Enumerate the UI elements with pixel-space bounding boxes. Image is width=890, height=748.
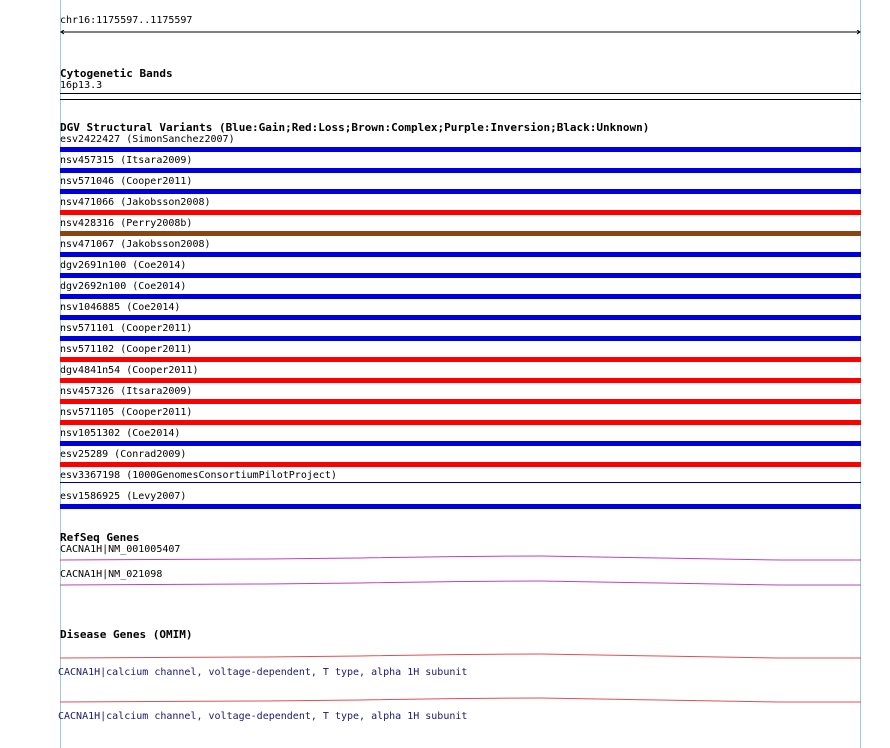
omim-gene-model[interactable] bbox=[60, 695, 861, 707]
dgv-variant-bar-gain[interactable] bbox=[60, 294, 861, 299]
dgv-variant-label[interactable]: nsv571105 (Cooper2011) bbox=[60, 407, 193, 418]
cytoband-bottom-border bbox=[60, 99, 861, 100]
dgv-variant-bar-gain[interactable] bbox=[60, 252, 861, 257]
dgv-variant-label[interactable]: esv2422427 (SimonSanchez2007) bbox=[60, 134, 235, 145]
dgv-variant-bar-complex[interactable] bbox=[60, 231, 861, 236]
dgv-variant-label[interactable]: nsv571046 (Cooper2011) bbox=[60, 176, 193, 187]
cytoband-track-title: Cytogenetic Bands bbox=[60, 67, 173, 80]
dgv-variant-bar-unknown[interactable] bbox=[60, 482, 861, 483]
dgv-variant-label[interactable]: nsv1046885 (Coe2014) bbox=[60, 302, 181, 313]
omim-gene-label[interactable]: CACNA1H|calcium channel, voltage-dependent, T type, alpha 1H subunit bbox=[58, 667, 468, 678]
dgv-variant-bar-loss[interactable] bbox=[60, 462, 861, 467]
dgv-variant-label[interactable]: nsv471066 (Jakobsson2008) bbox=[60, 197, 211, 208]
dgv-variant-bar-loss[interactable] bbox=[60, 210, 861, 215]
viewport-right-border bbox=[860, 0, 861, 748]
dgv-variant-bar-gain[interactable] bbox=[60, 336, 861, 341]
dgv-variant-bar-gain[interactable] bbox=[60, 147, 861, 152]
dgv-variant-label[interactable]: nsv1051302 (Coe2014) bbox=[60, 428, 181, 439]
position-ruler bbox=[60, 30, 861, 33]
dgv-variant-label[interactable]: esv25289 (Conrad2009) bbox=[60, 449, 187, 460]
dgv-variant-label[interactable]: nsv471067 (Jakobsson2008) bbox=[60, 239, 211, 250]
dgv-variant-label[interactable]: nsv571102 (Cooper2011) bbox=[60, 344, 193, 355]
dgv-variant-label[interactable]: nsv428316 (Perry2008b) bbox=[60, 218, 193, 229]
dgv-variant-bar-loss[interactable] bbox=[60, 399, 861, 404]
dgv-variant-bar-gain[interactable] bbox=[60, 168, 861, 173]
cytoband-label[interactable]: 16p13.3 bbox=[60, 80, 103, 91]
dgv-variant-bar-gain[interactable] bbox=[60, 504, 861, 509]
dgv-variant-bar-loss[interactable] bbox=[60, 378, 861, 383]
omim-track-title: Disease Genes (OMIM) bbox=[60, 628, 193, 641]
refseq-gene-label[interactable]: CACNA1H|NM_001005407 bbox=[60, 544, 181, 555]
omim-gene-model[interactable] bbox=[60, 651, 861, 663]
position-coordinate: chr16:1175597..1175597 bbox=[60, 15, 193, 26]
dgv-variant-label[interactable]: esv3367198 (1000GenomesConsortiumPilotProject) bbox=[60, 470, 337, 481]
dgv-track-title: DGV Structural Variants (Blue:Gain;Red:Loss;Brown:Complex;Purple:Inversion;Black:Unknown) bbox=[60, 121, 650, 134]
dgv-variant-bar-gain[interactable] bbox=[60, 189, 861, 194]
refseq-gene-label[interactable]: CACNA1H|NM_021098 bbox=[60, 569, 163, 580]
dgv-variant-label[interactable]: nsv571101 (Cooper2011) bbox=[60, 323, 193, 334]
dgv-variant-label[interactable]: nsv457326 (Itsara2009) bbox=[60, 386, 193, 397]
dgv-variant-label[interactable]: esv1586925 (Levy2007) bbox=[60, 491, 187, 502]
refseq-track-title: RefSeq Genes bbox=[60, 531, 140, 544]
dgv-variant-bar-gain[interactable] bbox=[60, 315, 861, 320]
refseq-gene-model[interactable] bbox=[60, 578, 861, 590]
omim-gene-label[interactable]: CACNA1H|calcium channel, voltage-dependent, T type, alpha 1H subunit bbox=[58, 711, 468, 722]
dgv-variant-label[interactable]: dgv4841n54 (Cooper2011) bbox=[60, 365, 199, 376]
dgv-variant-bar-loss[interactable] bbox=[60, 357, 861, 362]
dgv-variant-bar-gain[interactable] bbox=[60, 273, 861, 278]
dgv-variant-bar-loss[interactable] bbox=[60, 420, 861, 425]
cytoband-top-border bbox=[60, 93, 861, 94]
dgv-variant-label[interactable]: dgv2692n100 (Coe2014) bbox=[60, 281, 187, 292]
dgv-variant-bar-gain[interactable] bbox=[60, 441, 861, 446]
refseq-gene-model[interactable] bbox=[60, 553, 861, 565]
dgv-variant-label[interactable]: nsv457315 (Itsara2009) bbox=[60, 155, 193, 166]
dgv-variant-label[interactable]: dgv2691n100 (Coe2014) bbox=[60, 260, 187, 271]
